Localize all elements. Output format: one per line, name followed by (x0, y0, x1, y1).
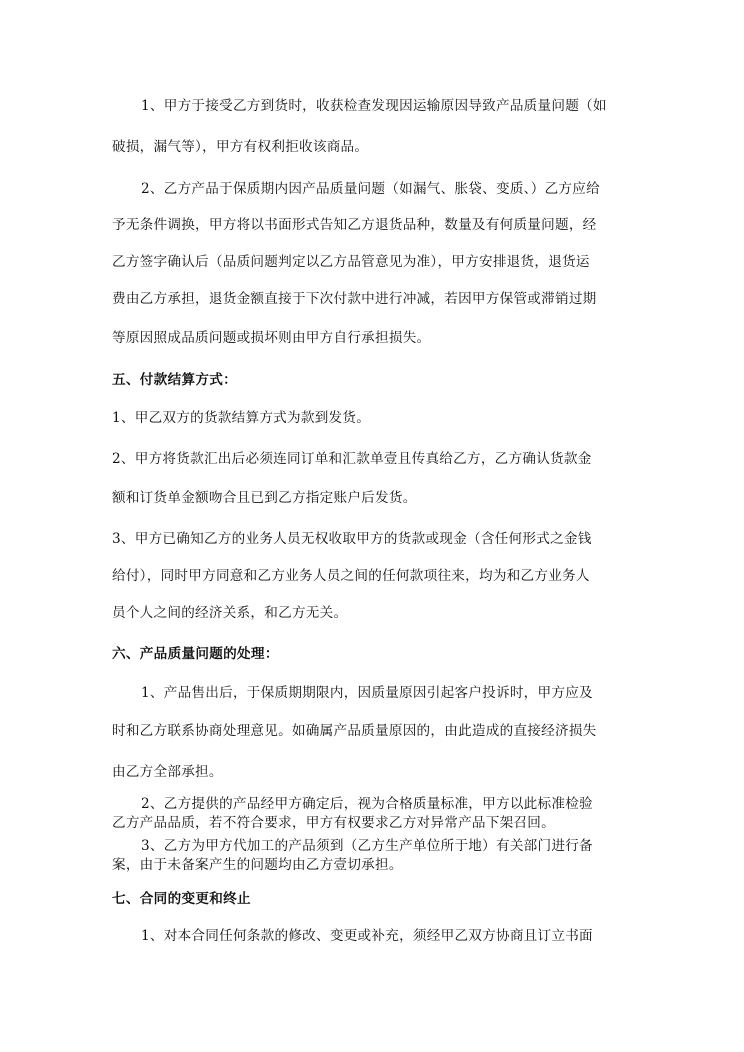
clause-4-1-line-1: 1、甲方于接受乙方到货时，收获检查发现因运输原因导致产品质量问题（如 (141, 98, 607, 114)
clause-6-1-line-2: 时和乙方联系协商处理意见。如确属产品质量原因的，由此造成的直接经济损失 (112, 723, 597, 739)
clause-6-2-line-1: 2、乙方提供的产品经甲方确定后，视为合格质量标准，甲方以此标准检验 (141, 796, 593, 812)
clause-5-3-line-3: 员个人之间的经济关系，和乙方无关。 (112, 605, 348, 621)
clause-6-3-line-2: 案，由于未备案产生的问题均由乙方壹切承担。 (112, 857, 403, 873)
clause-6-1-line-1: 1、产品售出后，于保质期期限内，因质量原因引起客户投诉时，甲方应及 (141, 685, 593, 701)
clause-5-3-line-1: 3、甲方已确知乙方的业务人员无权收取甲方的货款或现金（含任何形式之金钱 (112, 531, 592, 547)
section-heading-7: 七、合同的变更和终止 (112, 891, 251, 907)
section-heading-5: 五、付款结算方式： (112, 372, 238, 388)
clause-4-1-line-2: 破损，漏气等），甲方有权利拒收该商品。 (112, 139, 369, 155)
clause-4-2-line-5: 等原因照成品质问题或损坏则由甲方自行承担损失。 (112, 330, 431, 346)
clause-6-1-line-3: 由乙方全部承担。 (112, 764, 223, 780)
section-heading-6: 六、产品质量问题的处理： (112, 646, 279, 662)
clause-6-3-line-1: 3、乙方为甲方代加工的产品须到（乙方生产单位所于地）有关部门进行备 (141, 838, 593, 854)
clause-4-2-line-2: 予无条件调换，甲方将以书面形式告知乙方退货品种，数量及有何质量问题，经 (112, 217, 597, 233)
clause-5-2-line-2: 额和订货单金额吻合且已到乙方指定账户后发货。 (112, 490, 417, 506)
clause-5-3-line-2: 给付），同时甲方同意和乙方业务人员之间的任何款项往来，均为和乙方业务人 (112, 568, 590, 584)
clause-6-2-line-2: 乙方产品品质，若不符合要求，甲方有权要求乙方对异常产品下架召回。 (112, 815, 555, 831)
clause-4-2-line-4: 费由乙方承担，退货金额直接于下次付款中进行冲减，若因甲方保管或滞销过期 (112, 291, 597, 307)
clause-4-2-line-3: 乙方签字确认后（品质问题判定以乙方品管意见为准），甲方安排退货，退货运 (112, 254, 590, 270)
clause-7-1-line-1: 1、对本合同任何条款的修改、变更或补充，须经甲乙双方协商且订立书面 (141, 928, 593, 944)
clause-5-2-line-1: 2、甲方将货款汇出后必须连同订单和汇款单壹且传真给乙方，乙方确认货款金 (112, 451, 592, 467)
clause-5-1-line-1: 1、甲乙双方的货款结算方式为款到发货。 (112, 410, 371, 426)
clause-4-2-line-1: 2、乙方产品于保质期内因产品质量问题（如漏气、胀袋、变质、）乙方应给 (141, 181, 600, 197)
